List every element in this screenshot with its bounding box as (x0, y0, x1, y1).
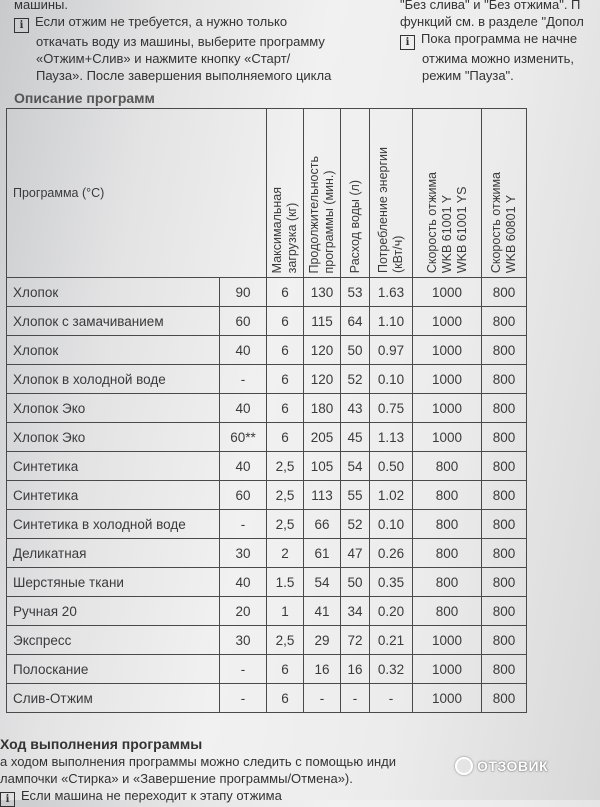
cell-name: Деликатная (7, 539, 220, 568)
cell-load: 1 (267, 597, 304, 626)
cell-duration: 54 (304, 568, 341, 597)
cell-duration: 120 (304, 365, 341, 394)
table-row (7, 626, 527, 655)
cell-water: 72 (341, 626, 370, 655)
cell-energy: 0.10 (370, 365, 413, 394)
cell-spin2: 800 (482, 481, 527, 510)
header-spin-61001: Скорость отжима WKB 61001 Y WKB 61001 YS (413, 109, 482, 278)
cell-energy: 0.21 (370, 626, 413, 655)
cell-spin2: 800 (482, 278, 527, 307)
cell-spin2: 800 (482, 365, 527, 394)
cell-name: Хлопок в холодной воде (7, 365, 220, 394)
table-row (7, 568, 527, 597)
cell-water: 54 (341, 452, 370, 481)
cell-temp: 40 (220, 336, 267, 365)
text-line: Пауза». После завершения выполняемого цикла (36, 68, 332, 83)
cell-spin1: 1000 (413, 394, 482, 423)
cell-temp: - (220, 365, 267, 394)
cell-spin2: 800 (482, 452, 527, 481)
cell-spin1: 1000 (413, 626, 482, 655)
cell-water: 47 (341, 539, 370, 568)
cell-name: Слив-Отжим (7, 684, 220, 713)
cell-name: Синтетика (7, 481, 220, 510)
cell-name: Шерстяные ткани (7, 568, 220, 597)
cell-temp: - (220, 655, 267, 684)
cell-energy: - (370, 684, 413, 713)
text-line: лампочки «Стирка» и «Завершение программы/Отмена»). (0, 771, 353, 786)
cell-duration: 120 (304, 336, 341, 365)
cell-water: 34 (341, 597, 370, 626)
intro-text-right (400, 0, 600, 84)
watermark: ОТЗОВИК (455, 757, 548, 775)
cell-energy: 0.32 (370, 655, 413, 684)
cell-name: Хлопок (7, 278, 220, 307)
cell-energy: 0.10 (370, 510, 413, 539)
cell-spin2: 800 (482, 597, 527, 626)
table-row (7, 597, 527, 626)
cell-load: 6 (267, 307, 304, 336)
cell-duration: 205 (304, 423, 341, 452)
cell-duration: 29 (304, 626, 341, 655)
cell-name: Экспресс (7, 626, 220, 655)
table-row (7, 394, 527, 423)
cell-spin1: 1000 (413, 655, 482, 684)
cell-temp: 60 (220, 307, 267, 336)
cell-temp: 40 (220, 394, 267, 423)
cell-duration: 180 (304, 394, 341, 423)
header-duration: Продолжительность программы (мин.) (304, 109, 341, 278)
cell-energy: 0.97 (370, 336, 413, 365)
section-title: Описание программ (14, 90, 155, 106)
cell-spin2: 800 (482, 336, 527, 365)
cell-spin1: 800 (413, 452, 482, 481)
table-row (7, 510, 527, 539)
cell-spin2: 800 (482, 626, 527, 655)
text-line: i Пока программа не начне (400, 30, 600, 50)
cell-spin1: 1000 (413, 684, 482, 713)
intro-text-left (14, 0, 374, 84)
text-line: i Если отжим не требуется, а нужно только (14, 13, 374, 33)
cell-load: 2,5 (267, 510, 304, 539)
cell-spin1: 1000 (413, 307, 482, 336)
cell-energy: 1.63 (370, 278, 413, 307)
cell-spin1: 800 (413, 481, 482, 510)
header-water: Расход воды (л) (341, 109, 370, 278)
cell-temp: 40 (220, 452, 267, 481)
cell-spin1: 1000 (413, 423, 482, 452)
cell-energy: 0.50 (370, 452, 413, 481)
cell-load: 6 (267, 684, 304, 713)
cell-temp: - (220, 684, 267, 713)
cell-water: - (341, 684, 370, 713)
cell-load: 6 (267, 336, 304, 365)
cell-name: Хлопок Эко (7, 423, 220, 452)
progress-title: Ход выполнения программы (0, 736, 203, 752)
cell-temp: 20 (220, 597, 267, 626)
cell-name: Хлопок (7, 336, 220, 365)
cell-name: Хлопок Эко (7, 394, 220, 423)
header-row (7, 109, 527, 278)
cell-load: 2 (267, 539, 304, 568)
header-load: Максимальная загрузка (кг) (267, 109, 304, 278)
table-row (7, 336, 527, 365)
cell-name: Ручная 20 (7, 597, 220, 626)
cell-name: Полоскание (7, 655, 220, 684)
cell-duration: 130 (304, 278, 341, 307)
cell-water: 50 (341, 336, 370, 365)
header-spin-60801: Скорость отжима WKB 60801 Y (482, 109, 527, 278)
cell-water: 16 (341, 655, 370, 684)
cell-load: 2,5 (267, 452, 304, 481)
text-line: «Отжим+Слив» и нажмите кнопку «Старт/ (36, 51, 291, 66)
info-icon: i (14, 18, 29, 33)
cell-temp: 60 (220, 481, 267, 510)
cell-load: 2,5 (267, 626, 304, 655)
cell-temp: 30 (220, 626, 267, 655)
cell-duration: 115 (304, 307, 341, 336)
table-row (7, 452, 527, 481)
cell-spin1: 800 (413, 597, 482, 626)
cell-energy: 0.26 (370, 539, 413, 568)
text-line: откачать воду из машины, выберите программу (36, 34, 325, 49)
cell-water: 43 (341, 394, 370, 423)
cell-spin2: 800 (482, 510, 527, 539)
cell-name: Синтетика (7, 452, 220, 481)
cell-water: 53 (341, 278, 370, 307)
info-icon: i (400, 35, 415, 50)
cell-duration: 41 (304, 597, 341, 626)
cell-duration: 105 (304, 452, 341, 481)
table-row (7, 655, 527, 684)
table-row (7, 481, 527, 510)
cell-spin2: 800 (482, 423, 527, 452)
cell-water: 64 (341, 307, 370, 336)
cell-spin2: 800 (482, 539, 527, 568)
cell-spin2: 800 (482, 655, 527, 684)
cell-duration: 66 (304, 510, 341, 539)
cell-duration: 113 (304, 481, 341, 510)
cell-spin2: 800 (482, 568, 527, 597)
cell-spin2: 800 (482, 684, 527, 713)
watermark-logo-icon (455, 757, 473, 775)
cell-load: 1.5 (267, 568, 304, 597)
cell-temp: 60** (220, 423, 267, 452)
cell-energy: 0.35 (370, 568, 413, 597)
text-line: "Без слива" и "Без отжима". П (400, 0, 581, 12)
table-row (7, 278, 527, 307)
table-row (7, 539, 527, 568)
cell-spin1: 800 (413, 568, 482, 597)
cell-load: 6 (267, 394, 304, 423)
programs-table (6, 108, 527, 713)
header-energy: Потребление энергии (кВт/ч) (370, 109, 413, 278)
cell-water: 45 (341, 423, 370, 452)
cell-temp: 40 (220, 568, 267, 597)
cell-water: 50 (341, 568, 370, 597)
cell-temp: - (220, 510, 267, 539)
cell-spin1: 1000 (413, 365, 482, 394)
cell-water: 55 (341, 481, 370, 510)
cell-spin1: 1000 (413, 278, 482, 307)
text-line: режим "Пауза". (422, 68, 514, 83)
text-line: i Если машина не переходит к этапу отжима (0, 787, 600, 807)
cell-energy: 1.02 (370, 481, 413, 510)
cell-name: Синтетика в холодной воде (7, 510, 220, 539)
cell-load: 6 (267, 365, 304, 394)
cell-spin2: 800 (482, 394, 527, 423)
table-row (7, 365, 527, 394)
cell-load: 6 (267, 655, 304, 684)
cell-energy: 0.20 (370, 597, 413, 626)
cell-duration: 16 (304, 655, 341, 684)
cell-duration: - (304, 684, 341, 713)
cell-temp: 90 (220, 278, 267, 307)
info-icon: i (0, 792, 15, 807)
cell-energy: 1.13 (370, 423, 413, 452)
header-program: Программа (°C) (7, 109, 267, 278)
cell-spin2: 800 (482, 307, 527, 336)
text-line: машины. (14, 0, 68, 12)
cell-name: Хлопок с замачиванием (7, 307, 220, 336)
text-line: а ходом выполнения программы можно следить с помощью инди (0, 754, 396, 769)
cell-water: 52 (341, 510, 370, 539)
cell-energy: 0.75 (370, 394, 413, 423)
cell-load: 6 (267, 423, 304, 452)
cell-spin1: 1000 (413, 336, 482, 365)
text-line: функций см. в разделе "Допол (400, 14, 584, 29)
cell-load: 6 (267, 278, 304, 307)
cell-water: 52 (341, 365, 370, 394)
table-row (7, 684, 527, 713)
cell-spin1: 800 (413, 539, 482, 568)
cell-energy: 1.10 (370, 307, 413, 336)
cell-spin1: 800 (413, 510, 482, 539)
text-line: отжима можно изменить, (422, 51, 574, 66)
table-row (7, 423, 527, 452)
cell-duration: 61 (304, 539, 341, 568)
table-row (7, 307, 527, 336)
cell-temp: 30 (220, 539, 267, 568)
cell-load: 2,5 (267, 481, 304, 510)
